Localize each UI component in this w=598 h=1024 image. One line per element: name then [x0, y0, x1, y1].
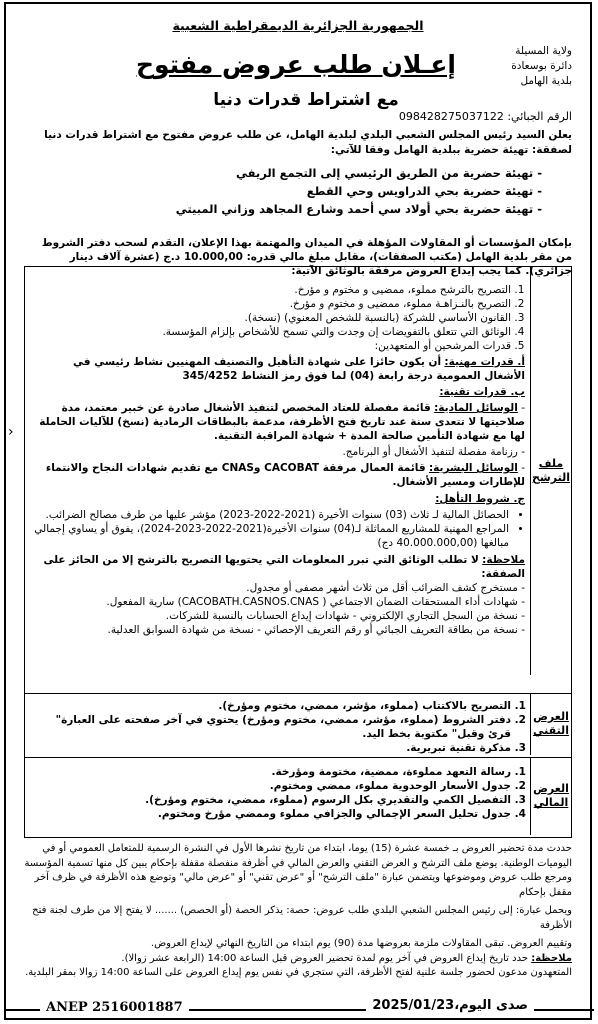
- fin-offer-item: 3. التفصيل الكمي والتقديري بكل الرسوم (مملوء، ممضي، مختوم ومؤرخ).: [33, 793, 511, 807]
- footer-p2: ويحمل عبارة: إلى رئيس المجلس الشعبي البلدي طلب عروض: حصة: يذكر الحصة (أو الحصص) ....... لا يفتح إلا من طرف لجنة فتح الأظرفة: [32, 905, 572, 931]
- section-divider: [25, 757, 571, 758]
- fiscal-id: الرقم الجبائي: 098428275037122: [398, 110, 572, 123]
- wilaya-line: ولاية المسيلة: [515, 45, 572, 57]
- footer-note: [24, 952, 572, 967]
- schedule-text: رزنامة مفصلة لتنفيذ الأشغال أو البرنامج.: [342, 446, 518, 458]
- republic-heading: الجمهورية الجزائرية الديمقراطية الشعبية: [172, 18, 424, 33]
- fin-offer-item: 4. جدول تحليل السعر الإجمالي والجزافي مملوء وممضي مؤرخ ومختوم.: [33, 807, 511, 821]
- tech-item: 2. دفتر الشروط (مملوء، مؤشر، ممضي، مختوم ومؤرخ) يحتوي في آخر صفحته على العبارة" قرئ وقبل" مكتوبة بخط اليد.: [33, 713, 511, 741]
- footer-text: [24, 842, 572, 981]
- note-label: ملاحظة:: [482, 554, 525, 566]
- technical-content: [25, 695, 531, 753]
- documents-table: [24, 266, 572, 838]
- project-item: - تهيئة حضرية من الطريق الرئيسي إلى التجمع الريفي: [46, 164, 542, 182]
- prof-cap-text: أن يكون حائزا على شهادة التأهيل والتصنيف المهنيين نشاط رئيسي في الأشغال العمومية درجة رابعة (04) لما فوق رمز النشاط 345/4252: [73, 356, 525, 382]
- tech-item: 1. التصريح بالاكتتاب (مملوء، مؤشر، ممضي، مختوم ومؤرخ).: [33, 699, 511, 713]
- chevron-left-icon: ‹: [8, 424, 14, 440]
- announcement-page: [4, 2, 592, 1020]
- fin-cap-label: ج. شروط التأهل:: [435, 493, 525, 505]
- fin-offer-item: 2. جدول الأسعار الوحدوية مملوء، ممضي ومختوم.: [33, 779, 511, 793]
- financial-side: [530, 757, 571, 835]
- commune-line: بلدية الهامل: [520, 75, 572, 87]
- doc-item: 2. التصريح بالنـزاهـة مملوء، ممضيى و مختوم و مؤرخ.: [33, 297, 511, 311]
- doc-item: 1. التصريح بالترشح مملوء، ممضيى و مختوم و مؤرخ.: [33, 283, 511, 297]
- note-item: - مستخرج كشف الضرائب أقل من ثلاث أشهر مصفى أو مجدول.: [246, 582, 525, 594]
- newspaper-date: صدى اليوم،2025/01/23: [366, 998, 534, 1013]
- doc-item: 5. قدرات المرشحين أو المتعهدين:: [33, 339, 511, 353]
- material-means: - الوسائل المادية: قائمة مفصلة للعتاد المخصص لتنفيذ الأشغال صادرة عن خبير معتمد، مدة صلاحيتها لا تتعدى سنة عند تاريخ فتح الأظرفة، مدعمة بالبطاقات الرمادية (نسخ) للآليات الحاملة لها مع شهادة التأمين صالحة المدة + شهادة المراقبة التقنية.: [39, 402, 525, 442]
- bottom-bar: [4, 998, 594, 1020]
- project-item: - تهيئة حضرية بحي أولاد سي أحمد وشارع المجاهد وزاني المبيتي: [46, 200, 542, 218]
- fin-item: • الحصائل المالية لـ ثلاث (03) سنوات الأخيرة (2021-2022-2023) مؤشر عليها من طرف مصالح الضرائب.: [33, 508, 509, 522]
- candidature-content: [25, 267, 531, 675]
- material-text: قائمة مفصلة للعتاد المخصص لتنفيذ الأشغال صادرة عن خبير معتمد، مدة صلاحيتها لا تتعدى سنة عند تاريخ فتح الأظرفة، مدعمة بالبطاقات الرمادية (نسخ) للآليات الحاملة لها مع شهادة التأمين صالحة المدة + شهادة المراقبة التقنية.: [39, 402, 525, 442]
- announcement-subtitle: مع اشتراط قدرات دنيا: [213, 90, 399, 110]
- footer-invite: المتعهدون مدعون لحضور جلسة علنية لفتح الأظرفة، التي ستجري في نفس يوم إيداع العروض على الساعة 14:00 زوالا بمقر البلدية.: [25, 967, 572, 978]
- footer-note-text: حدد تاريخ إيداع العروض في آخر يوم لمدة تحضير العروض قبل الساعة 14:00 (الرابعة عشر زوالا).: [121, 952, 529, 964]
- note-item: - شهادات أداء المستحقات الضمان الاجتماعي ( CACOBATH.CASNOS.CNAS) سارية المفعول.: [106, 596, 525, 608]
- human-text: قائمة العمال مرفقة CACOBAT وCNAS مع تقديم شهادات النجاح والانتماء للإطارات ومسير الأشغال.: [45, 462, 525, 488]
- tech-item: 3. مذكرة تقنية تبريرية.: [33, 741, 511, 755]
- anep-reference: ANEP 2516001887: [40, 1000, 189, 1015]
- note-item: - نسخة من السجل التجاري الإلكتروني - شهادات إيداع الحسابات بالنسبة للشركات.: [165, 610, 525, 622]
- candidature-side: [530, 267, 571, 675]
- candidature-label: ملف الترشح: [532, 457, 570, 484]
- technical-label: العرض التقني: [533, 710, 569, 737]
- schedule-line: - رزنامة مفصلة لتنفيذ الأشغال أو البرنامج.: [342, 446, 525, 458]
- technical-items: [33, 699, 525, 755]
- section-divider: [25, 693, 571, 694]
- daira-line: دائرة بوسعادة: [511, 60, 572, 72]
- candidature-note: [33, 553, 525, 581]
- precondition-paragraph: بإمكان المؤسسات أو المقاولات المؤهلة في الميدان والمهتمة بهذا الإعلان، التقدم لسحب دفتر الشروط من مقر بلدية الهامل (مكتب الصفقات)، مقابل مبلغ مالي قدره: 10.000,00 د.ج (عشرة آلاف دينار جزائري). كما يجب إيداع العروض مرفقة بالوثائق الآتية:: [41, 237, 572, 277]
- financial-items: [33, 765, 525, 821]
- fin-items: [33, 508, 525, 550]
- tech-cap-label: ب. قدرات تقنية:: [439, 386, 525, 398]
- project-list: [46, 164, 542, 218]
- financial-content: [25, 761, 531, 833]
- prof-cap-label: أ. قدرات مهنية:: [444, 356, 525, 368]
- footer-note-label: ملاحظة:: [531, 952, 572, 964]
- fin-item: • المراجع المهنية للمشاريع المماثلة لـ(04) سنوات الأخيرة(2021-2022-2023-2024)، يفوق أو يساوي إجمالي مبالغها (40.000.000,00 دج): [33, 522, 509, 550]
- human-label: الوسائل البشرية:: [428, 462, 518, 474]
- doc-item: 3. القانون الأساسي للشركة (بالنسبة للشخص المعنوي) (نسخة).: [33, 311, 511, 325]
- candidature-docs: [33, 283, 525, 353]
- note-text: لا تطلب الوثائق التي تبرر المعلومات التي يحتويها التصريح بالترشح إلا من الحائز على الصفقة:: [43, 554, 525, 580]
- human-means: - الوسائل البشرية: قائمة العمال مرفقة CACOBAT وCNAS مع تقديم شهادات النجاح والانتماء للإطارات ومسير الأشغال.: [45, 462, 525, 488]
- technical-side: [530, 693, 571, 755]
- material-label: الوسائل المادية:: [434, 402, 518, 414]
- financial-label: العرض المالي: [533, 782, 569, 809]
- professional-capacity: [33, 355, 525, 383]
- project-item: - تهيئة حضرية بحي الدراويس وحي القطع: [46, 182, 542, 200]
- note-item: - نسخة من بطاقة التعريف الجبائي أو رقم التعريف الإحصائي - نسخة من شهادة السوابق العدلية.: [107, 624, 525, 636]
- footer-p1: حددت مدة تحضير العروض بـ خمسة عشرة (15) يوما، ابتداء من تاريخ نشرها الأول في النشرة الرسمية للمتعامل العمومي أو في اليوميات الوطنية. يوضع ملف الترشح و العرض التقني والعرض المالي في أظرفة منفصلة مقفلة بإحكام يبين كل منها تسمية المؤسسة ومرجع طلب عروض وموضوعها ويتضمن عبارة "ملف الترشح" أو "عرض تقني" أو "عرض مالي" وتوضع هذه الأظرفة في ظرف آخر مقفل بإحكام: [24, 843, 572, 898]
- region-block: [511, 44, 572, 89]
- doc-item: 4. الوثائق التي تتعلق بالتفويضات إن وجدت والتي تسمح للأشخاص بإلزام المؤسسة.: [33, 325, 511, 339]
- intro-paragraph: يعلن السيد رئيس المجلس الشعبي البلدي لبلدية الهامل، عن طلب عروض مفتوح مع اشتراط قدرات دنيا لصفقة: تهيئة حضرية ببلدية الهامل وفقا للآتي:: [44, 129, 572, 156]
- footer-p3: وتقييم العروض. تبقى المقاولات ملزمة بعروضها مدة (90) يوم ابتداء من التاريخ النهائي لإيداع العروض.: [150, 938, 572, 949]
- announcement-title: إعـلان طلب عروض مفتوح: [135, 50, 456, 79]
- fin-offer-item: 1. رسالة التعهد مملوءة، ممضية، مختومة ومؤرخة.: [33, 765, 511, 779]
